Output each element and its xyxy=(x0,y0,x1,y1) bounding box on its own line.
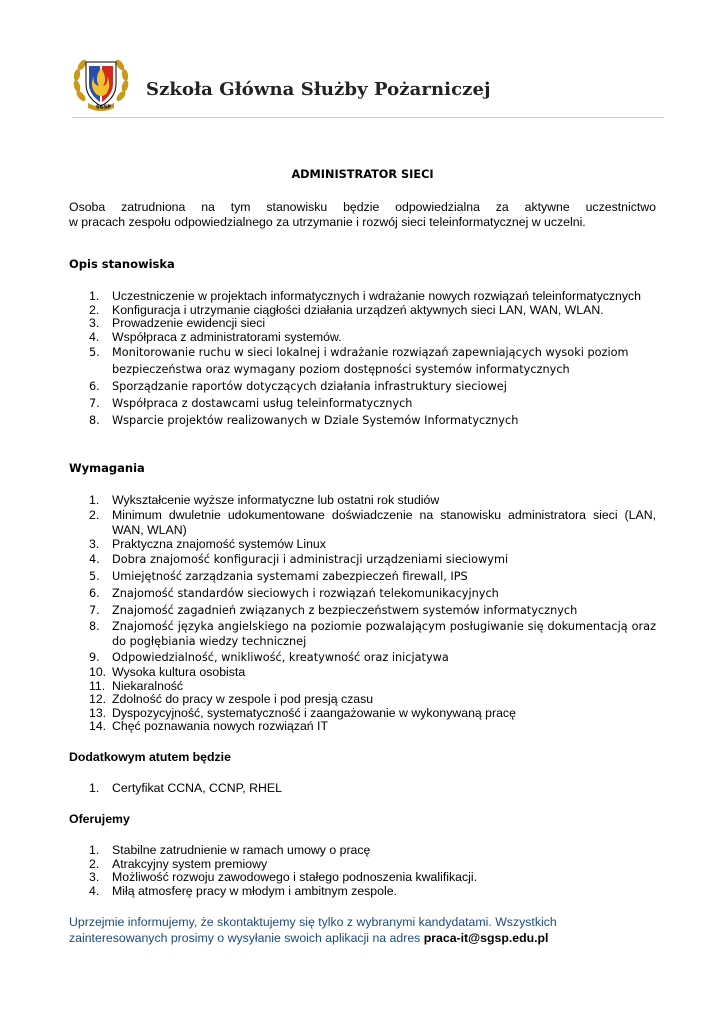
list-item: 11. Niekaralność xyxy=(89,678,184,693)
intro-line-2: w pracach zespołu odpowiedzialnego za utrzymanie i rozwój sieci teleinformatycznej w uczelni. xyxy=(69,215,586,229)
offer-list xyxy=(69,844,656,898)
list-item: 2. Atrakcyjny system premiowy xyxy=(89,856,268,871)
section-heading-description: Opis stanowiska xyxy=(69,257,175,271)
list-item: 13. Dyspozycyjność, systematyczność i zaangażowanie w wykonywaną pracę xyxy=(89,705,516,720)
list-item: 8. Znajomość języka angielskiego na poziomie pozwalającym posługiwanie się dokumentacją oraz do pogłębiania wiedzy technicznej xyxy=(89,620,656,648)
list-item: 10. Wysoka kultura osobista xyxy=(89,665,246,679)
list-item: 7. Znajomość zagadnień związanych z bezpieczeństwem systemów informatycznych xyxy=(89,604,578,617)
section-heading-offer: Oferujemy xyxy=(69,812,130,826)
sgsp-logo xyxy=(72,54,130,112)
header-divider xyxy=(72,117,664,118)
contact-note-text: Uprzejmie informujemy, że skontaktujemy się tylko z wybranymi kandydatami. Wszystkich zainteresowanych prosimy o wysyłanie swoich aplikacji na adres xyxy=(69,915,557,945)
list-item: 6. Sporządzanie raportów dotyczących działania infrastruktury sieciowej xyxy=(89,380,507,393)
list-item: 5. Umiejętność zarządzania systemami zabezpieczeń firewall, IPS xyxy=(89,570,468,583)
list-item: 12. Zdolność do pracy w zespole i pod presją czasu xyxy=(89,692,374,706)
requirements-list xyxy=(69,494,656,734)
list-item: 2. Minimum dwuletnie udokumentowane doświadczenie na stanowisku administratora sieci (LAN, WAN, WLAN) xyxy=(89,507,656,537)
description-list xyxy=(69,290,656,429)
list-item: 1. Certyfikat CCNA, CCNP, RHEL xyxy=(89,780,282,795)
contact-note xyxy=(69,914,656,946)
letterhead xyxy=(72,52,662,116)
bonus-list xyxy=(69,782,656,796)
organization-name: Szkoła Główna Służby Pożarniczej xyxy=(146,79,491,100)
intro-paragraph xyxy=(69,200,656,230)
section-heading-requirements: Wymagania xyxy=(69,461,145,475)
list-item: 3. Praktyczna znajomość systemów Linux xyxy=(89,536,326,551)
list-item: 4. Miłą atmosferę pracy w młodym i ambitnym zespole. xyxy=(89,883,397,898)
list-item: 5. Monitorowanie ruchu w sieci lokalnej i wdrażanie rozwiązań zapewniających wysoki poziom bezpieczeństwa oraz wymagany poziom dostępności systemów informatycznych xyxy=(89,346,629,376)
list-item: 1. Uczestniczenie w projektach informatycznych i wdrażanie nowych rozwiązań teleinformatycznych xyxy=(89,289,641,303)
job-title: ADMINISTRATOR SIECI xyxy=(291,168,434,181)
section-heading-bonus: Dodatkowym atutem będzie xyxy=(69,749,231,764)
list-item: 6. Znajomość standardów sieciowych i rozwiązań telekomunikacyjnych xyxy=(89,587,499,600)
list-item: 8. Wsparcie projektów realizowanych w Dziale Systemów Informatycznych xyxy=(89,414,519,427)
list-item: 4. Współpraca z administratorami systemów. xyxy=(89,329,342,344)
list-item: 3. Prowadzenie ewidencji sieci xyxy=(89,316,266,330)
list-item: 1. Wykształcenie wyższe informatyczne lub ostatni rok studiów xyxy=(89,493,440,507)
list-item: 1. Stabilne zatrudnienie w ramach umowy o pracę xyxy=(89,843,371,857)
document-body xyxy=(69,168,656,946)
logo-lettering: SGSP xyxy=(96,104,111,111)
list-item: 9. Odpowiedzialność, wnikliwość, kreatywność oraz inicjatywa xyxy=(89,651,449,664)
contact-email: praca-it@sgsp.edu.pl xyxy=(423,931,549,945)
list-item: 4. Dobra znajomość konfiguracji i administracji urządzeniami sieciowymi xyxy=(89,553,509,566)
list-item: 14. Chęć poznawania nowych rozwiązań IT xyxy=(89,719,328,733)
list-item: 7. Współpraca z dostawcami usług teleinformatycznych xyxy=(89,397,413,410)
intro-line-1: Osoba zatrudniona na tym stanowisku będzie odpowiedzialna za aktywne uczestnictwo xyxy=(69,200,656,214)
list-item: 3. Możliwość rozwoju zawodowego i stałego podnoszenia kwalifikacji. xyxy=(89,870,477,884)
list-item: 2. Konfiguracja i utrzymanie ciągłości działania urządzeń aktywnych sieci LAN, WAN, WLAN. xyxy=(89,302,604,317)
